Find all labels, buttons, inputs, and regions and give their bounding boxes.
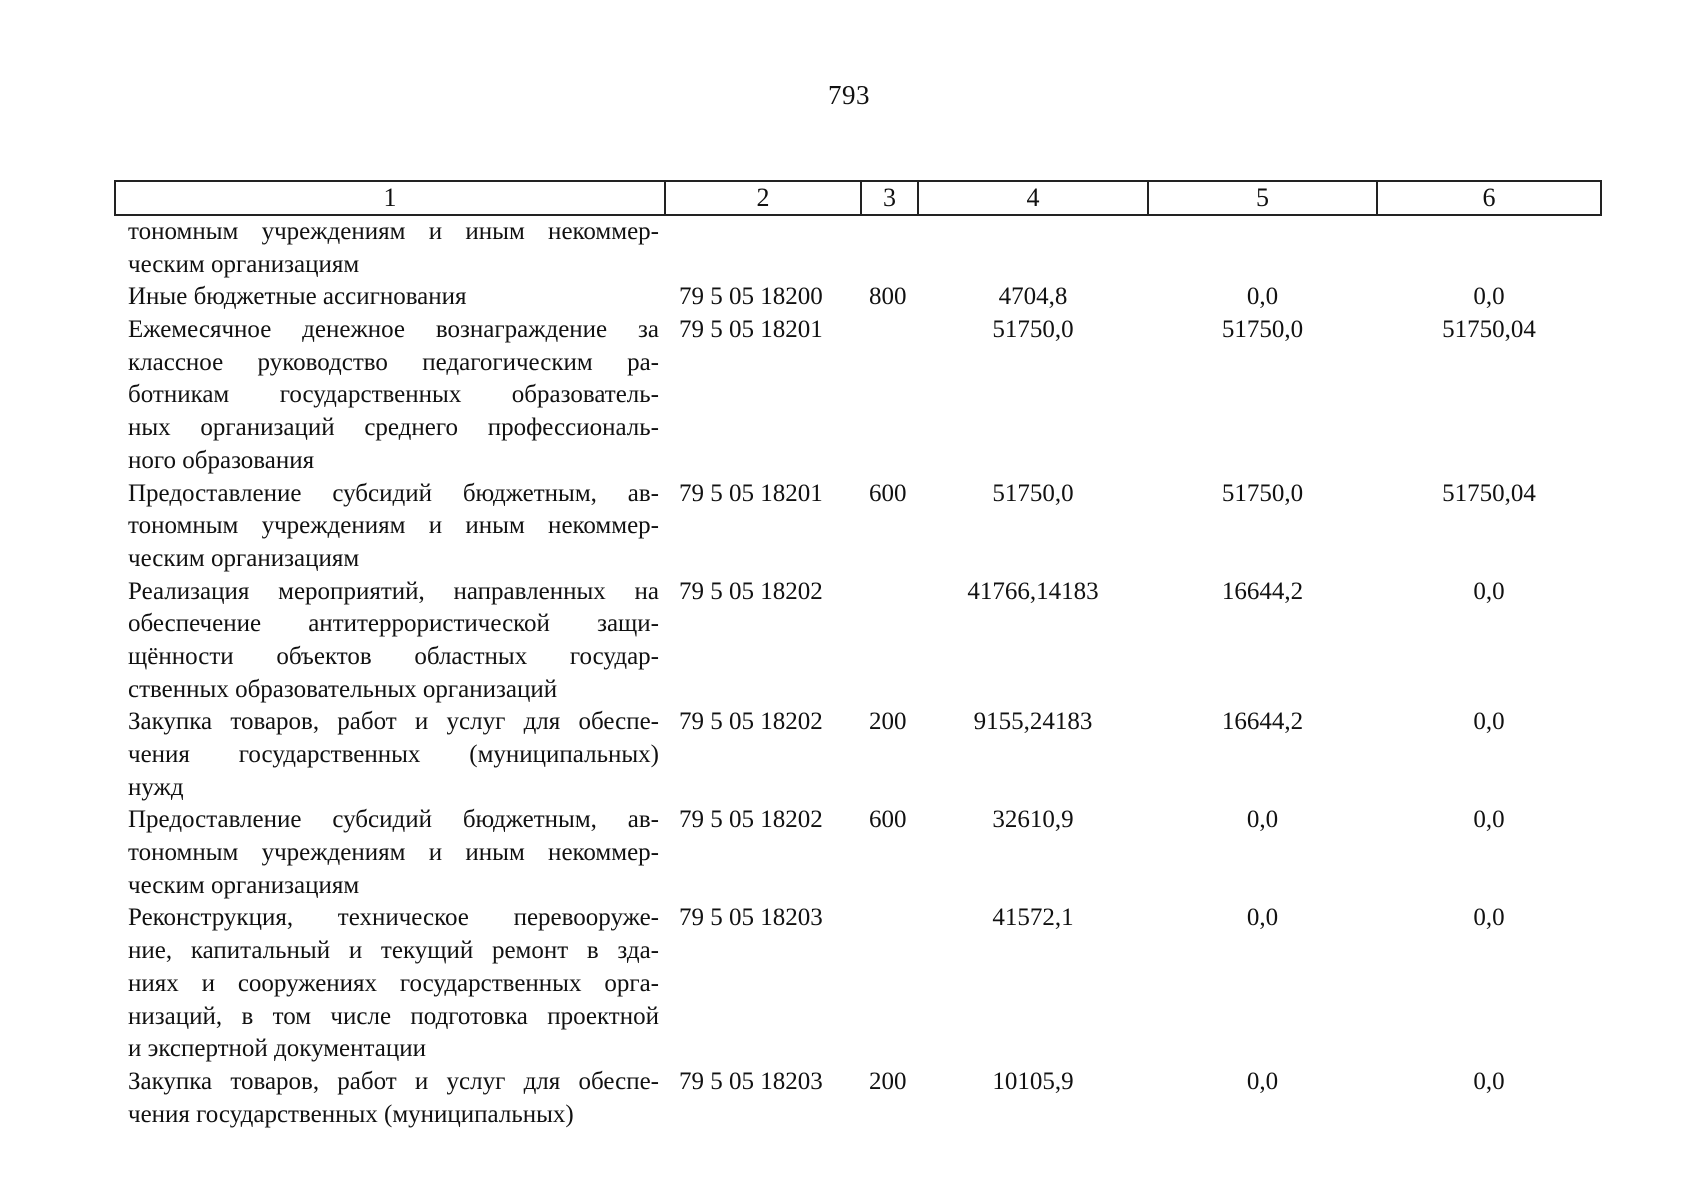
row-name-line: Ежемесячное денежное вознаграждение за	[128, 316, 659, 344]
row-name-line: классное руководство педагогическим ра-	[128, 348, 659, 376]
row-name	[115, 314, 665, 477]
row-value-col6: 0,0	[1473, 577, 1505, 605]
row-value-col5: 51750,0	[1221, 316, 1304, 344]
row-value-col6: 51750,04	[1442, 479, 1536, 507]
row-expense-type: 200	[869, 708, 907, 736]
row-expense-type: 800	[869, 283, 907, 311]
row-name-line: Предоставление субсидий бюджетным, ав-	[128, 806, 659, 834]
table-row	[115, 902, 1601, 1065]
row-name-line: чения государственных (муниципальных)	[128, 741, 659, 769]
row-value-col4: 41572,1	[992, 904, 1074, 932]
table-row	[115, 804, 1601, 902]
row-name-line: ниях и сооружениях государственных орга-	[128, 969, 659, 997]
row-code: 79 5 05 18202	[679, 806, 823, 834]
row-expense-type: 600	[869, 479, 907, 507]
row-value-col6: 0,0	[1473, 904, 1505, 932]
row-name-line: тономным учреждениям и иным некоммер-	[128, 512, 659, 540]
row-name	[115, 576, 665, 707]
header-col-1: 1	[115, 181, 665, 215]
row-name-line: ческим организациям	[128, 871, 360, 899]
row-name-line: низаций, в том числе подготовка проектной	[128, 1002, 659, 1030]
row-name-line: Предоставление субсидий бюджетным, ав-	[128, 479, 659, 507]
row-expense-type	[861, 314, 918, 477]
row-name-line: тономным учреждениям и иным некоммер-	[128, 218, 659, 245]
row-value-col4: 10105,9	[992, 1067, 1074, 1095]
row-value-col4: 41766,14183	[967, 577, 1099, 605]
table-header	[115, 181, 1601, 215]
row-value-col6: 0,0	[1473, 708, 1505, 736]
row-value-col6	[1377, 215, 1601, 281]
row-name-line: Закупка товаров, работ и услуг для обеспе-	[128, 1067, 659, 1095]
row-value-col6: 0,0	[1473, 1067, 1505, 1095]
table-body	[115, 215, 1601, 1131]
row-expense-type	[861, 902, 918, 1065]
row-expense-type: 600	[869, 806, 907, 834]
row-name-line: ных организаций среднего профессиональ-	[128, 414, 659, 442]
row-value-col4	[918, 215, 1148, 281]
row-value-col4: 9155,24183	[973, 708, 1093, 736]
row-name-line: чения государственных (муниципальных)	[128, 1100, 574, 1128]
row-name-line: ческим организациям	[128, 544, 360, 572]
header-col-5: 5	[1148, 181, 1377, 215]
header-row	[115, 181, 1601, 215]
row-name	[115, 478, 665, 576]
row-name	[115, 1066, 665, 1131]
table-row	[115, 1066, 1601, 1131]
row-code: 79 5 05 18203	[679, 1067, 823, 1095]
row-name-line: ственных образовательных организаций	[128, 675, 558, 703]
row-name-line: Иные бюджетные ассигнования	[128, 283, 467, 311]
row-name-line: ние, капитальный и текущий ремонт в зда-	[128, 937, 659, 965]
row-code: 79 5 05 18203	[679, 904, 823, 932]
budget-table-container	[114, 180, 1600, 1131]
row-name-line: ного образования	[128, 446, 315, 474]
row-name-line: Закупка товаров, работ и услуг для обеспе-	[128, 708, 659, 736]
row-value-col5: 0,0	[1246, 904, 1279, 932]
row-expense-type	[861, 576, 918, 707]
row-name	[115, 804, 665, 902]
header-col-3: 3	[861, 181, 918, 215]
row-value-col5: 0,0	[1246, 806, 1279, 834]
row-code: 79 5 05 18200	[679, 283, 823, 311]
table-row	[115, 706, 1601, 804]
table-row	[115, 576, 1601, 707]
row-expense-type: 200	[869, 1067, 907, 1095]
row-name	[115, 281, 665, 314]
row-value-col5: 0,0	[1246, 1067, 1279, 1095]
row-value-col6: 0,0	[1473, 283, 1505, 311]
budget-table	[114, 180, 1602, 1131]
table-row	[115, 281, 1601, 314]
header-col-4: 4	[918, 181, 1148, 215]
row-name-line: Реконструкция, техническое перевооруже-	[128, 904, 659, 932]
row-name-line: щённости объектов областных государ-	[128, 642, 659, 670]
row-value-col6: 0,0	[1473, 806, 1505, 834]
row-code: 79 5 05 18201	[679, 479, 823, 507]
row-value-col4: 51750,0	[992, 316, 1074, 344]
row-value-col4: 51750,0	[992, 479, 1074, 507]
row-value-col5: 16644,2	[1221, 708, 1304, 736]
row-name	[115, 706, 665, 804]
row-code: 79 5 05 18201	[679, 316, 823, 344]
row-name-line: ческим организациям	[128, 250, 360, 278]
row-name-line: и экспертной документации	[128, 1035, 426, 1063]
row-value-col5	[1148, 215, 1377, 281]
row-value-col6: 51750,04	[1442, 316, 1536, 344]
table-row	[115, 314, 1601, 477]
row-name	[115, 215, 665, 281]
header-col-6: 6	[1377, 181, 1601, 215]
row-value-col4: 4704,8	[998, 283, 1068, 311]
row-value-col5: 16644,2	[1221, 577, 1304, 605]
row-name-line: Реализация мероприятий, направленных на	[128, 577, 659, 605]
row-name-line: обеспечение антитеррористической защи-	[128, 610, 659, 638]
table-row	[115, 478, 1601, 576]
header-col-2: 2	[665, 181, 861, 215]
row-code: 79 5 05 18202	[679, 577, 823, 605]
row-name-line: тономным учреждениям и иным некоммер-	[128, 839, 659, 867]
row-value-col5: 0,0	[1246, 283, 1279, 311]
page-number: 793	[828, 80, 870, 110]
row-name-line: нужд	[128, 773, 184, 801]
row-expense-type	[861, 215, 918, 281]
row-value-col5: 51750,0	[1221, 479, 1304, 507]
table-row	[115, 215, 1601, 281]
row-name-line: ботникам государственных образователь-	[128, 381, 659, 409]
row-value-col4: 32610,9	[992, 806, 1074, 834]
row-code	[665, 215, 861, 281]
row-code: 79 5 05 18202	[679, 708, 823, 736]
row-name	[115, 902, 665, 1065]
